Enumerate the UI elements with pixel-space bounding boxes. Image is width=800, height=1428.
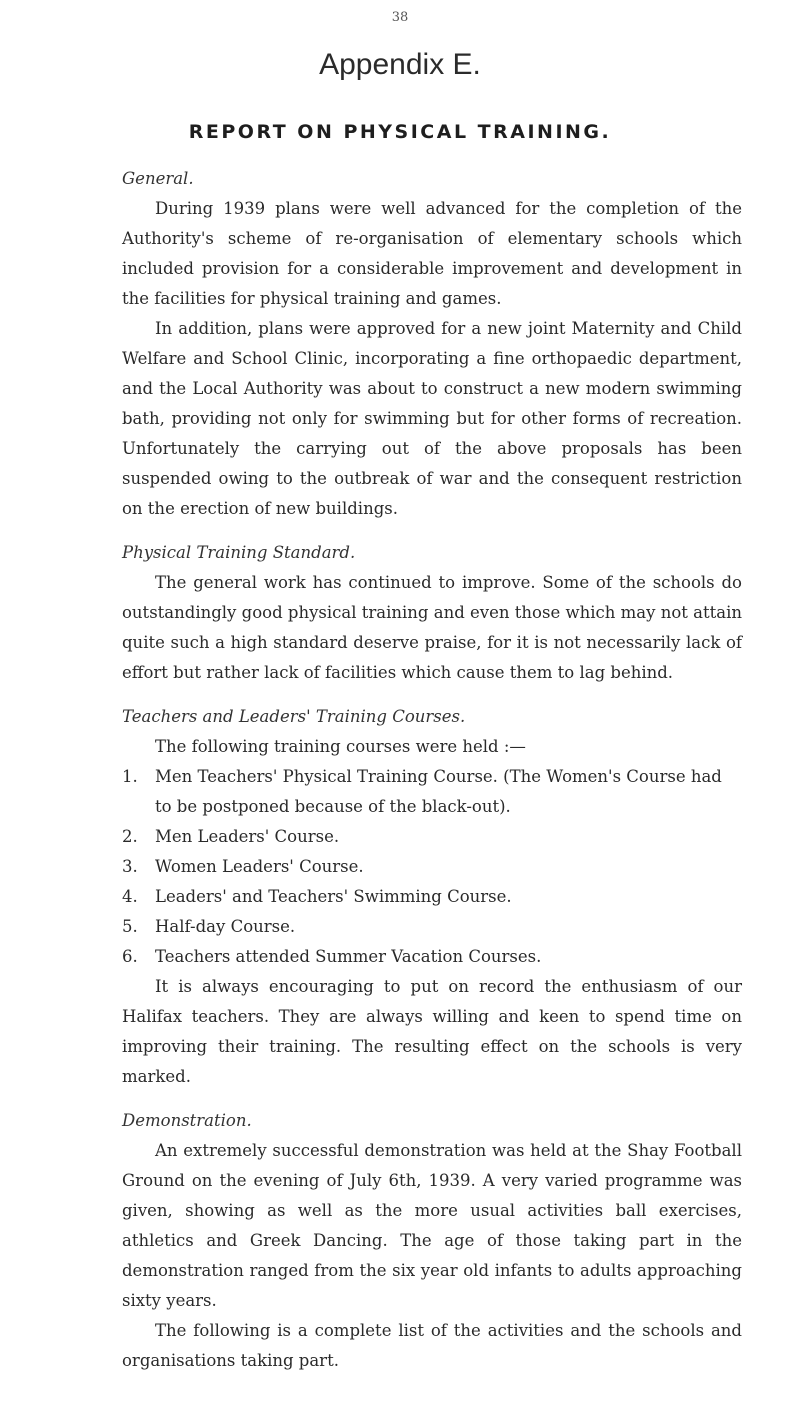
list-item	[122, 852, 742, 882]
paragraph: It is always encouraging to put on record the enthusiasm of our Halifax teachers. They are always willing and keen to spend time on improving their training. The resulting effect on the schools is very marked.	[122, 977, 742, 1086]
courses-list	[122, 762, 742, 972]
list-item-text: Teachers attended Summer Vacation Courses.	[155, 947, 542, 966]
report-body	[122, 164, 742, 1376]
appendix-title: Appendix E.	[319, 48, 481, 81]
list-item-number: 6.	[122, 947, 138, 966]
report-title: REPORT ON PHYSICAL TRAINING.	[188, 121, 612, 143]
section-general	[122, 164, 742, 524]
list-item-text: Men Leaders' Course.	[155, 827, 340, 846]
list-item-text: Leaders' and Teachers' Swimming Course.	[155, 887, 512, 906]
paragraph: The following is a complete list of the activities and the schools and organisations taking part.	[122, 1321, 742, 1370]
section-demonstration	[122, 1106, 742, 1376]
section-heading-standard: Physical Training Standard.	[122, 543, 356, 562]
section-heading-general: General.	[122, 169, 194, 188]
list-item-number: 5.	[122, 917, 138, 936]
list-item-number: 4.	[122, 887, 138, 906]
list-item-text: Women Leaders' Course.	[155, 857, 364, 876]
paragraph: An extremely successful demonstration was held at the Shay Football Ground on the evening of July 6th, 1939. A very varied programme was given, showing as well as the more usual activities ball exercises, athletics and Greek Dancing. The age of those taking part in the demonstration ranged from the six year old infants to adults approaching sixty years.	[122, 1141, 742, 1310]
list-item	[122, 762, 742, 822]
section-heading-courses: Teachers and Leaders' Training Courses.	[122, 707, 466, 726]
list-item-number: 3.	[122, 857, 138, 876]
list-item-text: Half-day Course.	[155, 917, 296, 936]
list-item	[122, 942, 742, 972]
section-standard	[122, 538, 742, 688]
list-item	[122, 882, 742, 912]
list-item-number: 2.	[122, 827, 138, 846]
list-item-text: Men Teachers' Physical Training Course. (The Women's Course had to be postponed because of the black-out).	[155, 767, 722, 816]
list-item	[122, 822, 742, 852]
list-item-number: 1.	[122, 767, 138, 786]
paragraph: During 1939 plans were well advanced for the completion of the Authority's scheme of re-organisation of elementary schools which included provision for a considerable improvement and development in the facilities for physical training and games.	[122, 199, 742, 308]
paragraph: In addition, plans were approved for a new joint Maternity and Child Welfare and School Clinic, incorporating a fine orthopaedic department, and the Local Authority was about to construct a new modern swimming bath, providing not only for swimming but for other forms of recreation. Unfortunately the carrying out of the above proposals has been suspended owing to the outbreak of war and the consequent restriction on the erection of new buildings.	[122, 319, 742, 518]
section-heading-demonstration: Demonstration.	[122, 1111, 252, 1130]
paragraph: The general work has continued to improve. Some of the schools do outstandingly good physical training and even those which may not attain quite such a high standard deserve praise, for it is not necessarily lack of effort but rather lack of facilities which cause them to lag behind.	[122, 573, 742, 682]
section-courses	[122, 702, 742, 1092]
list-item	[122, 912, 742, 942]
courses-intro: The following training courses were held :—	[155, 737, 526, 756]
page-number: 38	[391, 10, 409, 25]
